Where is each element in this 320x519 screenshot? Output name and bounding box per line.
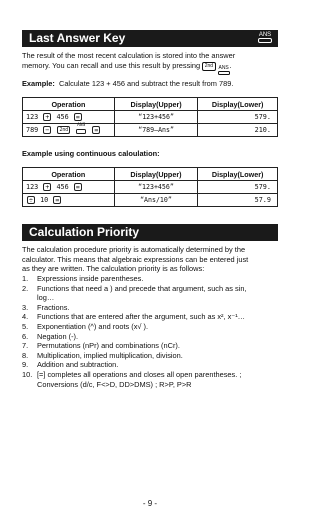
display-lower-cell: 210. [198,124,278,137]
plus-key-icon: + [43,183,51,191]
section-title: Last Answer Key [29,31,126,45]
plus-key-icon: + [43,113,51,121]
section-title: Calculation Priority [29,225,140,239]
list-item: 4. Functions that are entered after the argument, such as x², x⁻¹… [22,312,246,322]
display-upper-cell: “789–Ans” [114,124,198,137]
equals-key-icon: = [74,113,82,121]
2nd-key-icon: 2nd [202,62,215,71]
minus-key-icon: − [43,126,51,134]
example-table-2 [22,167,278,207]
priority-intro: The calculation procedure priority is automatically determined by the calculator. This means that algebraic expressions can be entered just as they are written. The calculation priority is as follows: [22,245,249,274]
display-lower-cell: 579. [198,181,278,194]
intro-paragraph: The result of the most recent calculation is stored into the answer memory. You can recall and use this result by pressing 2nd ANS . [22,51,280,75]
display-lower-cell: 57.9 [198,194,278,207]
table-row [23,124,278,137]
list-item: 2. Functions that need a ) and precede that argument, such as sin, log… [22,283,247,303]
table-header-row: Operation Display(Upper) Display(Lower) [23,168,278,181]
display-upper-cell: “123+456” [114,111,198,124]
list-item: 3. Fractions. [22,302,70,312]
list-item: 8. Multiplication, implied multiplication, division. [22,350,183,360]
continuous-heading: Example using continuous caloulation: [22,149,160,158]
list-item: 9. Addition and subtraction. [22,360,119,370]
priority-list [22,274,280,389]
display-upper-cell: “123+456” [114,181,198,194]
table-row [23,194,278,207]
section-header-last-answer-key [22,30,278,47]
list-item: 10. [=] completes all operations and closes all open parentheses. ; Conversions (d/c, F<>D, DD>DMS) ; R>P, P>R [22,369,242,389]
display-lower-cell: 579. [198,111,278,124]
table-row [23,111,278,124]
section-header-calculation-priority [22,224,278,241]
table-row [23,181,278,194]
example-line: Example: Calculate 123 + 456 and subtract the result from 789. [22,79,234,88]
list-item: 5. Exponentiation (^) and roots (x√ ). [22,321,149,331]
2nd-key-icon: 2nd [59,128,69,133]
operation-cell: 789 − 2nd ANS = [23,124,115,137]
display-upper-cell: “Ans/10” [114,194,198,207]
operation-cell: 123 + 456 = [23,111,115,124]
operation-cell: ÷ 10 = [23,194,115,207]
ans-key-icon: ANS [258,32,272,43]
page-number: - 9 - [142,499,158,508]
equals-key-icon: = [53,196,61,204]
example-table-1 [22,97,278,137]
equals-key-icon: = [92,126,100,134]
list-item: 1. Expressions inside parentheses. [22,274,144,283]
operation-cell: 123 + 456 = [23,181,115,194]
equals-key-icon: = [74,183,82,191]
table-header-row: Operation Display(Upper) Display(Lower) [23,98,278,111]
ans-key-icon: ANS [76,125,86,135]
list-item: 7. Permutations (nPr) and combinations (nCr). [22,341,180,351]
divide-key-icon: ÷ [27,196,35,204]
ans-key-icon: ANS [218,66,230,75]
list-item: 6. Negation (-). [22,331,79,341]
